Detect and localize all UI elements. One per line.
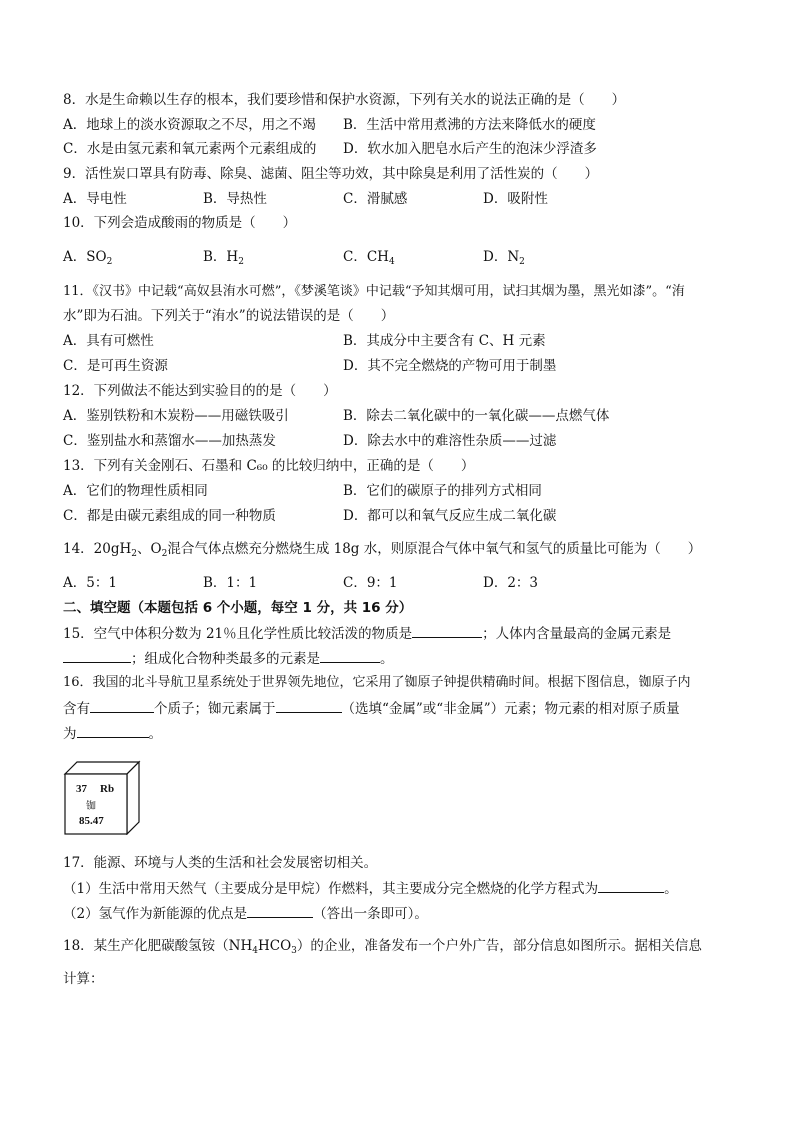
q16-text-5: 。 xyxy=(148,726,162,742)
q11-stem-line1: 11．《汉书》中记载“高奴县洧水可燃”，《梦溪笔谈》中记载“予知其烟可用，试扫其烟为墨，黑光如漆”。“洧 xyxy=(63,284,685,299)
q12-option-b: B．除去二氧化碳中的一氧化碳——点燃气体 xyxy=(343,408,610,424)
q14-sub-h2: 2 xyxy=(131,549,138,559)
q8-option-d: D．软水加入肥皂水后产生的泡沫少浮渣多 xyxy=(343,141,597,157)
q16-line2 xyxy=(63,698,680,719)
q15-text-4: 。 xyxy=(380,651,394,667)
q18-line1 xyxy=(63,936,702,961)
q12-option-a: A．鉴别铁粉和木炭粉——用磁铁吸引 xyxy=(63,408,289,424)
q16-text-3: （选填“金属”或“非金属”）元素；物元素的相对原子质量 xyxy=(341,701,680,717)
element-atomic-mass: 85.47 xyxy=(79,815,104,827)
q11-stem-line2: 水”即为石油。下列关于“洧水”的说法错误的是（ ） xyxy=(63,308,395,324)
q15-blank-2[interactable] xyxy=(63,648,131,663)
q11-option-c: C．是可再生资源 xyxy=(63,358,168,374)
q18-sub-4: 4 xyxy=(252,946,258,956)
q10-option-a xyxy=(63,247,112,272)
q9-option-b: B．导热性 xyxy=(203,191,267,207)
q14-option-d: D．2：3 xyxy=(483,575,539,591)
rubidium-element-card xyxy=(63,760,153,835)
q13-option-c: C．都是由碳元素组成的同一种物质 xyxy=(63,508,276,524)
q18-text-a: 18．某生产化肥碳酸氢铵（NH xyxy=(63,938,253,954)
q10-stem: 10．下列会造成酸雨的物质是（ ） xyxy=(63,215,297,231)
q13-option-d: D．都可以和氧气反应生成二氧化碳 xyxy=(343,508,557,524)
q14-stem xyxy=(63,539,701,564)
q8-option-c: C．水是由氢元素和氧元素两个元素组成的 xyxy=(63,141,317,157)
q15-blank-1[interactable] xyxy=(412,623,482,638)
q16-blank-1[interactable] xyxy=(90,698,154,713)
q9-stem: 9．活性炭口罩具有防毒、除臭、滤菌、阻尘等功效，其中除臭是利用了活性炭的（ ） xyxy=(63,166,599,182)
q10-a-sub: 2 xyxy=(106,257,113,267)
q15-text-3: ；组成化合物种类最多的元素是 xyxy=(131,651,320,667)
q17-blank-1[interactable] xyxy=(598,878,664,893)
element-symbol: Rb xyxy=(100,783,115,795)
q16-text-2: 个质子；铷元素属于 xyxy=(154,701,276,717)
q14-option-b: B．1：1 xyxy=(203,575,258,591)
q16-line1: 16．我国的北斗导航卫星系统处于世界领先地位，它采用了铷原子钟提供精确时间。根据下图信息，铷原子内 xyxy=(63,675,691,690)
q16-line3 xyxy=(63,723,162,744)
element-name: 铷 xyxy=(86,801,96,812)
q18-text-b: HCO xyxy=(258,938,292,954)
q14-option-c: C．9：1 xyxy=(343,575,398,591)
q16-text-1: 含有 xyxy=(63,701,90,717)
q12-stem: 12．下列做法不能达到实验目的的是（ ） xyxy=(63,383,337,399)
q10-d-text: D．N xyxy=(483,249,520,265)
q8-option-b: B．生活中常用煮沸的方法来降低水的硬度 xyxy=(343,117,596,133)
q10-a-text: A．SO xyxy=(63,249,107,265)
q10-c-text: C．CH xyxy=(343,249,389,265)
q8-stem: 8．水是生命赖以生存的根本，我们要珍惜和保护水资源，下列有关水的说法正确的是（ ） xyxy=(63,92,626,108)
q9-option-a: A．导电性 xyxy=(63,191,127,207)
section-heading-fill-in: 二、填空题（本题包括 6 个小题，每空 1 分，共 16 分） xyxy=(63,600,413,616)
q14-option-a: A．5：1 xyxy=(63,575,117,591)
q10-d-sub: 2 xyxy=(519,257,525,267)
q14-sub-o2: 2 xyxy=(161,549,168,559)
q12-option-c: C．鉴别盐水和蒸馏水——加热蒸发 xyxy=(63,433,276,449)
q17-sub2-text: （2）氢气作为新能源的优点是 xyxy=(63,906,248,922)
q15-line2 xyxy=(63,648,394,669)
element-atomic-number: 37 xyxy=(76,783,87,795)
q12-option-d: D．除去水中的难溶性杂质——过滤 xyxy=(343,433,557,449)
q13-option-b: B．它们的碳原子的排列方式相同 xyxy=(343,483,542,499)
q10-option-b xyxy=(203,247,244,272)
element-cube-icon xyxy=(63,760,153,835)
q16-blank-3[interactable] xyxy=(77,723,149,738)
q18-sub-3: 3 xyxy=(291,946,297,956)
q10-option-c xyxy=(343,247,395,272)
q14-stem-a: 14．20gH xyxy=(63,541,132,557)
q17-sub1 xyxy=(63,878,678,899)
q17-sub1-text: （1）生活中常用天然气（主要成分是甲烷）作燃料，其主要成分完全燃烧的化学方程式为 xyxy=(63,881,599,897)
q16-text-4: 为 xyxy=(63,726,77,742)
q17-stem: 17．能源、环境与人类的生活和社会发展密切相关。 xyxy=(63,855,378,871)
q14-stem-c: 混合气体点燃充分燃烧生成 18g 水，则原混合气体中氧气和氢气的质量比可能为（ ） xyxy=(167,541,702,557)
q11-option-a: A．具有可燃性 xyxy=(63,333,154,349)
q17-sub2-end: （答出一条即可）。 xyxy=(313,906,428,922)
q10-b-text: B．H xyxy=(203,249,239,265)
q14-stem-b: 、O xyxy=(137,541,162,557)
q15-line1 xyxy=(63,623,671,644)
q15-blank-3[interactable] xyxy=(320,648,380,663)
q17-blank-2[interactable] xyxy=(247,903,313,918)
q9-option-d: D．吸附性 xyxy=(483,191,548,207)
q13-option-a: A．它们的物理性质相同 xyxy=(63,483,208,499)
q11-option-b: B．其成分中主要含有 C、H 元素 xyxy=(343,333,546,349)
q13-stem: 13．下列有关金刚石、石墨和 C₆₀ 的比较归纳中，正确的是（ ） xyxy=(63,458,475,474)
q8-option-a: A．地球上的淡水资源取之不尽，用之不竭 xyxy=(63,117,316,133)
q16-blank-2[interactable] xyxy=(276,698,342,713)
q17-sub2 xyxy=(63,903,428,924)
q10-b-sub: 2 xyxy=(238,257,244,267)
q9-option-c: C．滑腻感 xyxy=(343,191,408,207)
q10-c-sub: 4 xyxy=(388,257,395,267)
q15-text-2: ；人体内含量最高的金属元素是 xyxy=(482,626,672,642)
q11-option-d: D．其不完全燃烧的产物可用于制墨 xyxy=(343,358,557,374)
q18-text-c: ）的企业，准备发布一个户外广告，部分信息如图所示。据相关信息 xyxy=(296,938,702,954)
q10-option-d xyxy=(483,247,525,272)
q18-line2: 计算： xyxy=(63,971,104,987)
q15-text-1: 15．空气中体积分数为 21％且化学性质比较活泼的物质是 xyxy=(63,626,413,642)
q17-sub1-end: 。 xyxy=(664,881,678,897)
